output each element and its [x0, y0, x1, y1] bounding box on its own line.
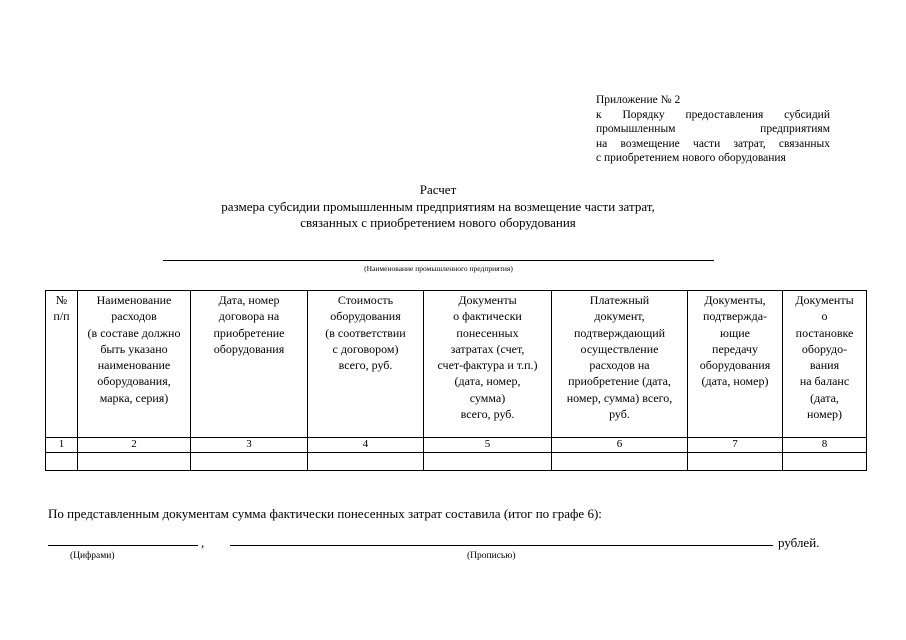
column-header-8 [783, 291, 867, 438]
header-text-line: оборудования [213, 341, 285, 356]
header-text-line: номер, сумма) всего, [566, 390, 673, 405]
header-text-line: приобретение [213, 325, 285, 340]
header-text-line: сумма) [469, 390, 506, 405]
appendix-block [596, 93, 830, 166]
organization-name-field[interactable] [163, 260, 714, 261]
table-cell[interactable] [688, 453, 783, 471]
header-text-line: номер) [806, 407, 843, 422]
column-number-cell: 1 [46, 438, 78, 453]
header-text-line: расходов [111, 309, 157, 324]
table-cell[interactable] [191, 453, 308, 471]
header-text-line: наименование [97, 358, 171, 373]
column-number-row [46, 438, 867, 453]
header-text-line: (дата, [810, 390, 839, 405]
header-text-line: оборудования, [97, 374, 171, 389]
table-header-row [46, 291, 867, 438]
document-title: Расчет [419, 182, 457, 197]
appendix-title: Приложение № 2 [596, 94, 681, 106]
calculation-table [45, 290, 867, 471]
table-cell[interactable] [46, 453, 78, 471]
column-header-6 [552, 291, 688, 438]
header-text-line: на баланс [799, 374, 850, 389]
document-subtitle-line2: связанных с приобретением нового оборудования [300, 215, 576, 230]
appendix-line: промышленным предприятиям [596, 123, 830, 135]
header-text-line: вания [809, 358, 840, 373]
header-text-line: Документы, [704, 293, 766, 307]
column-header-4 [308, 291, 424, 438]
column-number-cell: 4 [308, 438, 424, 453]
sum-in-digits-field[interactable] [48, 545, 198, 546]
header-text-line: затратах (счет, [450, 341, 525, 356]
header-text-line: Документы [458, 293, 517, 307]
header-text-line: подтверждающий [573, 325, 666, 340]
appendix-line: к Порядку предоставления субсидий [596, 108, 830, 121]
header-text-line: о [821, 309, 828, 324]
header-text-line: Наименование [96, 293, 172, 307]
header-text-line: оборудования [699, 358, 771, 373]
digits-caption: (Цифрами) [70, 551, 115, 561]
header-text-line: договора на [218, 309, 280, 324]
header-text-line: передачу [712, 341, 758, 356]
organization-name-caption: (Наименование промышленного предприятия) [364, 264, 513, 273]
words-caption: (Прописью) [467, 551, 516, 561]
header-text-line: Документы [795, 293, 854, 307]
column-header-3 [191, 291, 308, 438]
header-text-line: приобретение (дата, [568, 374, 671, 389]
header-text-line: Платежный [589, 293, 650, 307]
header-text-line: (дата, номер) [701, 374, 769, 389]
header-text-line: документ, [594, 309, 645, 324]
column-header-2 [78, 291, 191, 438]
header-text-line: всего, руб. [338, 358, 393, 373]
column-number-cell: 5 [424, 438, 552, 453]
table-cell[interactable] [424, 453, 552, 471]
header-text-line: оборудо- [801, 341, 848, 356]
header-text-line: руб. [609, 407, 630, 422]
header-text-line: о фактически [453, 309, 522, 324]
summary-text: По представленным документам сумма фактически понесенных затрат составила (итог по графе 6): [48, 506, 602, 521]
column-header-1 [46, 291, 78, 438]
column-header-7 [688, 291, 783, 438]
sum-in-words-field[interactable] [230, 545, 773, 546]
table-cell[interactable] [308, 453, 424, 471]
column-number-cell: 6 [552, 438, 688, 453]
column-header-5 [424, 291, 552, 438]
header-text-line: быть указано [100, 341, 168, 356]
column-number-cell: 3 [191, 438, 308, 453]
header-text-line: понесенных [456, 325, 519, 340]
header-text-line: марка, серия) [99, 390, 169, 405]
comma-separator: , [201, 535, 205, 550]
header-text-line: осуществление [580, 341, 659, 356]
header-text-line: счет-фактура и т.п.) [437, 358, 538, 373]
header-text-line: ющие [720, 325, 750, 340]
table-row [46, 453, 867, 471]
header-text-line: (в составе должно [87, 325, 181, 340]
header-text-line: постановке [795, 325, 854, 340]
rubles-label: рублей. [778, 535, 820, 550]
column-number-cell: 2 [78, 438, 191, 453]
header-text-line: оборудования [330, 309, 401, 324]
column-number-cell: 8 [783, 438, 867, 453]
header-text-line: расходов на [589, 358, 650, 373]
table-cell[interactable] [78, 453, 191, 471]
column-number-cell: 7 [688, 438, 783, 453]
header-text-line: подтвержда- [702, 309, 768, 324]
document-subtitle-line1: размера субсидии промышленным предприятиям на возмещение части затрат, [221, 199, 655, 214]
appendix-line: с приобретением нового оборудования [596, 152, 786, 164]
header-text-line: п/п [53, 309, 70, 324]
header-text-line: всего, руб. [460, 407, 515, 422]
header-text-line: Дата, номер [218, 293, 280, 307]
table-cell[interactable] [783, 453, 867, 471]
header-text-line: Стоимость [337, 293, 394, 307]
header-text-line: (дата, номер, [454, 374, 521, 389]
header-text-line: № [55, 293, 68, 307]
header-text-line: (в соответствии [325, 325, 406, 340]
appendix-line: на возмещение части затрат, связанных [596, 137, 830, 150]
table-cell[interactable] [552, 453, 688, 471]
header-text-line: с договором) [332, 341, 399, 356]
